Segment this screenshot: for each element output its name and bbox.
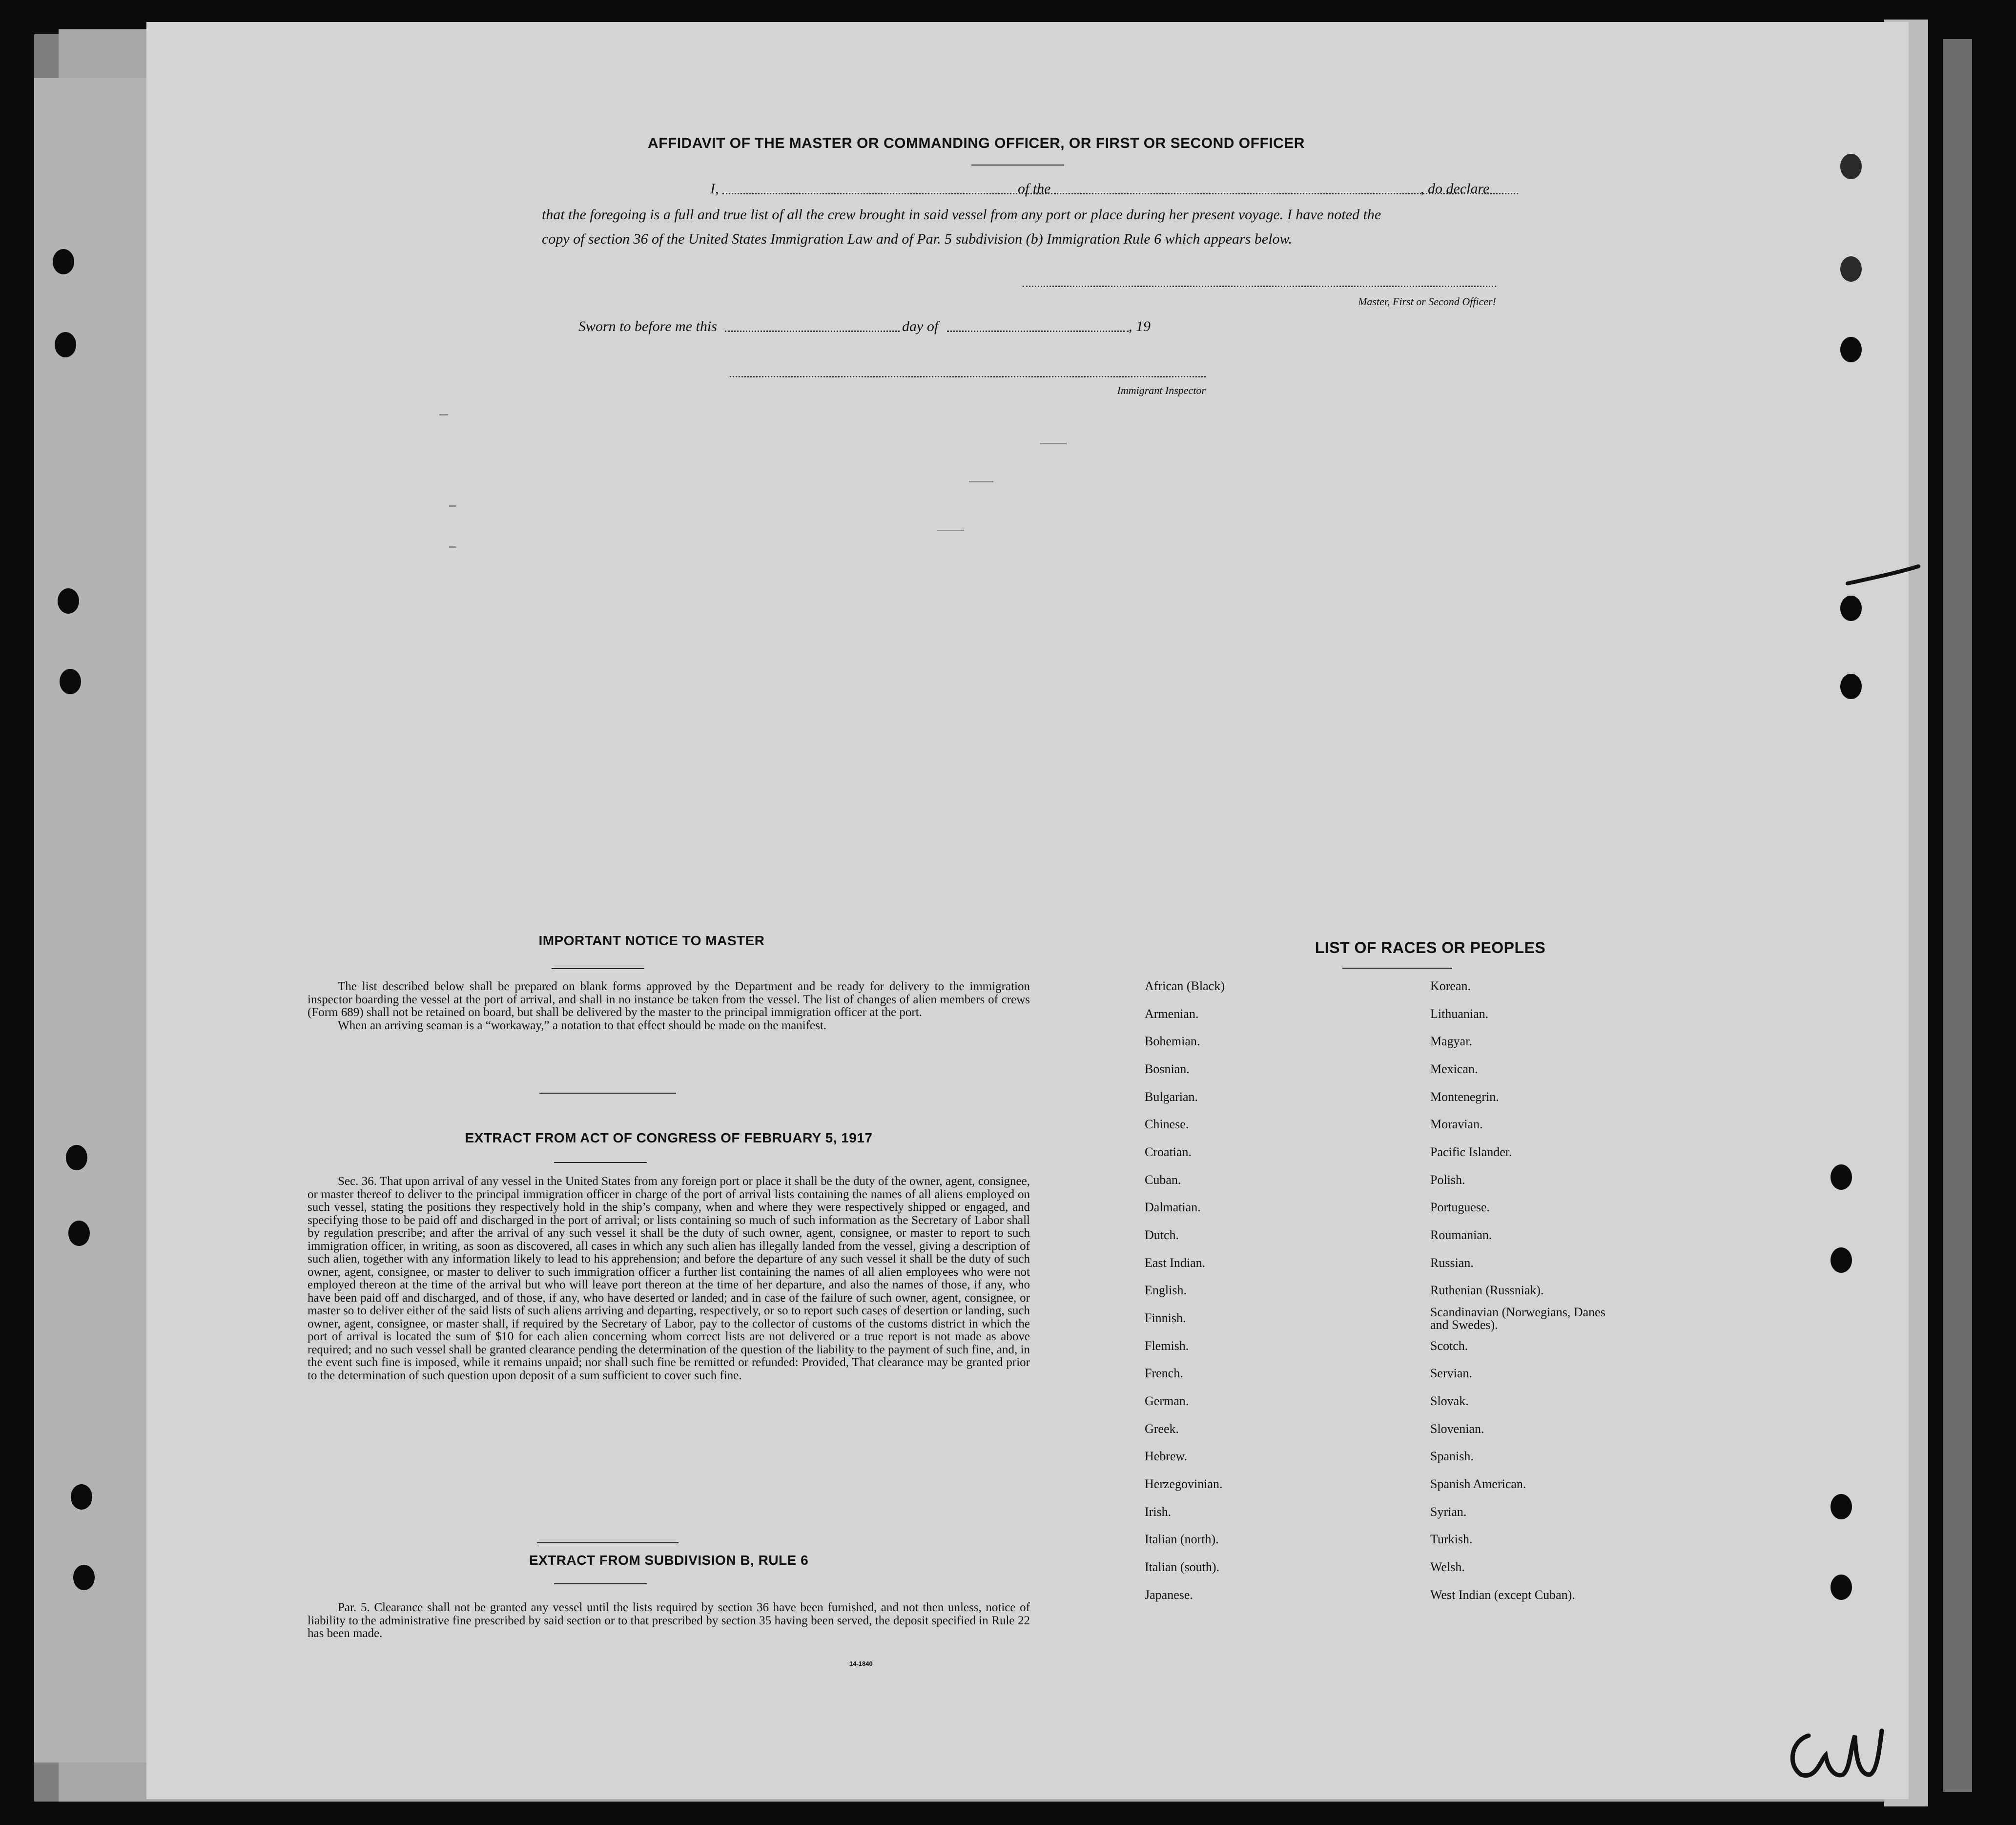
handwritten-mark-icon bbox=[1782, 1721, 1894, 1794]
sworn-label: Sworn to before me this bbox=[578, 318, 717, 334]
race-item: Magyar. bbox=[1430, 1034, 1472, 1048]
binder-hole-icon bbox=[1831, 1247, 1852, 1273]
race-item: Mexican. bbox=[1430, 1062, 1478, 1076]
binder-hole-icon bbox=[53, 249, 74, 274]
binder-hole-icon bbox=[71, 1484, 92, 1510]
race-item: Finnish. bbox=[1145, 1311, 1186, 1325]
race-item: Welsh. bbox=[1430, 1560, 1465, 1574]
race-item: Herzegovinian. bbox=[1145, 1477, 1223, 1491]
race-item: Slovenian. bbox=[1430, 1422, 1484, 1436]
binder-hole-icon bbox=[1840, 256, 1862, 282]
affidavit-text-2: copy of section 36 of the United States Immigration Law and of Par. 5 subdivision (b) Immigration Rule 6 which appears below. bbox=[542, 231, 1292, 247]
act-title: EXTRACT FROM ACT OF CONGRESS OF FEBRUARY 5, 1917 bbox=[465, 1130, 873, 1145]
inspector-signature-line[interactable] bbox=[730, 376, 1206, 377]
race-item: Cuban. bbox=[1145, 1173, 1181, 1187]
races-title: LIST OF RACES OR PEOPLES bbox=[1315, 939, 1546, 956]
affidavit-of-the-label: of the bbox=[1018, 181, 1051, 197]
binder-hole-icon bbox=[1840, 596, 1862, 621]
binder-hole-icon bbox=[1840, 674, 1862, 699]
inspector-caption: Immigrant Inspector bbox=[1117, 384, 1206, 396]
race-item: Bosnian. bbox=[1145, 1062, 1190, 1076]
separator-rule bbox=[537, 1542, 679, 1543]
master-caption: Master, First or Second Officer! bbox=[1358, 295, 1496, 308]
affidavit-i-label: I, bbox=[710, 181, 719, 197]
rule-paragraph: Par. 5. Clearance shall not be granted any vessel until the lists required by section 36 have been furnished, and not then unless, notice of liability to the administrative fine prescribed by said section or to that prescribed by section 35 having been served, the deposit specified in Rule 22 has been made. bbox=[308, 1601, 1030, 1640]
race-item: Chinese. bbox=[1145, 1117, 1189, 1131]
race-item: Spanish American. bbox=[1430, 1477, 1526, 1491]
race-item: Bohemian. bbox=[1145, 1034, 1200, 1048]
race-item: Japanese. bbox=[1145, 1588, 1193, 1602]
bleed-mark bbox=[1040, 443, 1067, 444]
race-item: French. bbox=[1145, 1366, 1183, 1380]
race-item: Dalmatian. bbox=[1145, 1200, 1201, 1214]
race-item: Italian (south). bbox=[1145, 1560, 1220, 1574]
race-item: African (Black) bbox=[1145, 979, 1225, 993]
bleed-mark bbox=[449, 546, 456, 548]
race-item: English. bbox=[1145, 1283, 1187, 1297]
notice-paragraph-1: The list described below shall be prepared on blank forms approved by the Department and be ready for delivery to the immigration inspector boarding the vessel at the port of arrival, and shall in no instance be taken from the vessel. The list of changes of alien members of crews (Form 689) shall not be retained on board, but shall be delivered by the master to the principal immigration officer at the port. bbox=[308, 980, 1030, 1019]
race-item: Spanish. bbox=[1430, 1449, 1474, 1463]
notice-title: IMPORTANT NOTICE TO MASTER bbox=[538, 933, 765, 948]
binder-hole-icon bbox=[58, 588, 79, 614]
races-right-column bbox=[1430, 979, 1723, 1662]
rule-rule bbox=[554, 1583, 647, 1584]
race-item: German. bbox=[1145, 1394, 1189, 1408]
race-item: Portuguese. bbox=[1430, 1200, 1490, 1214]
year-label: , 19 bbox=[1129, 318, 1151, 334]
act-paragraph: Sec. 36. That upon arrival of any vessel in the United States from any foreign port or place it shall be the duty of the owner, agent, consignee, or master thereof to deliver to the principal immigration officer in charge of the port of arrival lists containing the names of all aliens employed on such vessel, stating the positions they respectively hold in the ship’s company, when and where they were respectively shipped or engaged, and specifying those to be paid off and discharged in the port of arrival; or lists containing so much of such information as the Secretary of Labor shall by regulation prescribe; and after the arrival of any such vessel it shall be the duty of such owner, agent, consignee, or master to report to such immigration officer, in writing, as soon as discovered, all cases in which any such alien has illegally landed from the vessel, giving a description of such alien, together with any information likely to lead to his apprehension; and before the departure of any such vessel it shall be the duty of such owner, agent, consignee, or master to deliver to such immigration officer a further list containing the names of all alien employees who were not employed thereon at the time of the arrival but who will leave port thereon at the time of her departure, and also the names of those, if any, who have been paid off and discharged, and of those, if any, who have deserted or landed; and in case of the failure of such owner, agent, consignee, or master so to deliver either of the said lists of such aliens arriving and departing, respectively, or so to report such cases of desertion or landing, such owner, agent, consignee, or master shall, if required by the Secretary of Labor, pay to the collector of customs of the customs district in which the port of arrival is located the sum of $10 for each alien concerning whom correct lists are not delivered or a true report is not made as above required; and no such vessel shall be granted clearance pending the determination of the question of the liability to the payment of such fine, and, in the event such fine is imposed, while it remains unpaid; nor shall such fine be remitted or refunded: Provided, That clearance may be granted prior to the determination of such question upon deposit of a sum sufficient to cover such fine. bbox=[308, 1175, 1030, 1382]
act-text bbox=[308, 1175, 1030, 1382]
bleed-mark bbox=[937, 530, 964, 531]
sworn-month-line[interactable] bbox=[947, 331, 1129, 332]
bleed-mark bbox=[449, 505, 456, 507]
page-stack-edge-far-right bbox=[1943, 39, 1972, 1792]
binder-hole-icon bbox=[1831, 1494, 1852, 1519]
race-item: Irish. bbox=[1145, 1505, 1172, 1519]
binder-hole-icon bbox=[73, 1565, 95, 1590]
rule-title: EXTRACT FROM SUBDIVISION B, RULE 6 bbox=[529, 1553, 809, 1568]
notice-paragraph-2: When an arriving seaman is a “workaway,” a notation to that effect should be made on the manifest. bbox=[338, 1018, 827, 1032]
sworn-day-line[interactable] bbox=[725, 331, 900, 332]
binder-hole-icon bbox=[1840, 337, 1862, 362]
race-item: Roumanian. bbox=[1430, 1228, 1492, 1242]
race-item: Russian. bbox=[1430, 1256, 1474, 1270]
act-rule bbox=[554, 1162, 647, 1163]
race-item: Slovak. bbox=[1430, 1394, 1469, 1408]
affidavit-text-1: that the foregoing is a full and true list of all the crew brought in said vessel from any port or place during her present voyage. I have noted the bbox=[542, 207, 1381, 223]
race-item: Scandinavian (Norwegians, Danes and Swedes). bbox=[1430, 1305, 1605, 1332]
races-rule bbox=[1342, 968, 1452, 969]
binder-hole-icon bbox=[66, 1145, 87, 1170]
race-item: West Indian (except Cuban). bbox=[1430, 1588, 1575, 1602]
rule-text bbox=[308, 1601, 1030, 1640]
race-item: Montenegrin. bbox=[1430, 1090, 1499, 1104]
race-item: Ruthenian (Russniak). bbox=[1430, 1283, 1544, 1297]
affidavit-declare-label: , do declare bbox=[1420, 181, 1490, 197]
race-item: East Indian. bbox=[1145, 1256, 1206, 1270]
binder-hole-icon bbox=[68, 1221, 90, 1246]
notice-rule bbox=[552, 968, 644, 969]
race-item: Servian. bbox=[1430, 1366, 1472, 1380]
race-item: Armenian. bbox=[1145, 1007, 1199, 1021]
day-of-label: day of bbox=[902, 318, 939, 334]
binder-hole-icon bbox=[1831, 1164, 1852, 1190]
form-number: 14-1840 bbox=[849, 1660, 873, 1667]
affidavit-title: AFFIDAVIT OF THE MASTER OR COMMANDING OFFICER, OR FIRST OR SECOND OFFICER bbox=[648, 135, 1305, 151]
manifest-sheet bbox=[146, 22, 1909, 1799]
binder-hole-icon bbox=[60, 669, 81, 694]
race-item: Italian (north). bbox=[1145, 1532, 1219, 1546]
race-item: Bulgarian. bbox=[1145, 1090, 1198, 1104]
binder-hole-icon bbox=[1840, 154, 1862, 179]
pen-stroke-icon bbox=[1845, 564, 1923, 593]
race-item: Moravian. bbox=[1430, 1117, 1483, 1131]
race-item: Flemish. bbox=[1145, 1339, 1189, 1353]
title-rule bbox=[971, 165, 1064, 166]
master-signature-line[interactable] bbox=[1023, 286, 1496, 287]
races-left-column bbox=[1145, 979, 1418, 1662]
race-item: Scotch. bbox=[1430, 1339, 1468, 1353]
notice-text bbox=[308, 980, 1030, 1032]
race-item: Lithuanian. bbox=[1430, 1007, 1489, 1021]
left-binding-strip bbox=[34, 78, 146, 1763]
binder-hole-icon bbox=[1831, 1575, 1852, 1600]
separator-rule bbox=[539, 1093, 676, 1094]
race-item: Greek. bbox=[1145, 1422, 1179, 1436]
race-item: Dutch. bbox=[1145, 1228, 1179, 1242]
race-item: Turkish. bbox=[1430, 1532, 1473, 1546]
race-item: Hebrew. bbox=[1145, 1449, 1188, 1463]
race-item: Polish. bbox=[1430, 1173, 1465, 1187]
bleed-mark bbox=[439, 414, 448, 415]
race-item: Croatian. bbox=[1145, 1145, 1192, 1159]
race-item: Korean. bbox=[1430, 979, 1471, 993]
binder-hole-icon bbox=[55, 332, 76, 357]
bleed-mark bbox=[969, 481, 993, 482]
race-item: Syrian. bbox=[1430, 1505, 1467, 1519]
race-item: Pacific Islander. bbox=[1430, 1145, 1512, 1159]
